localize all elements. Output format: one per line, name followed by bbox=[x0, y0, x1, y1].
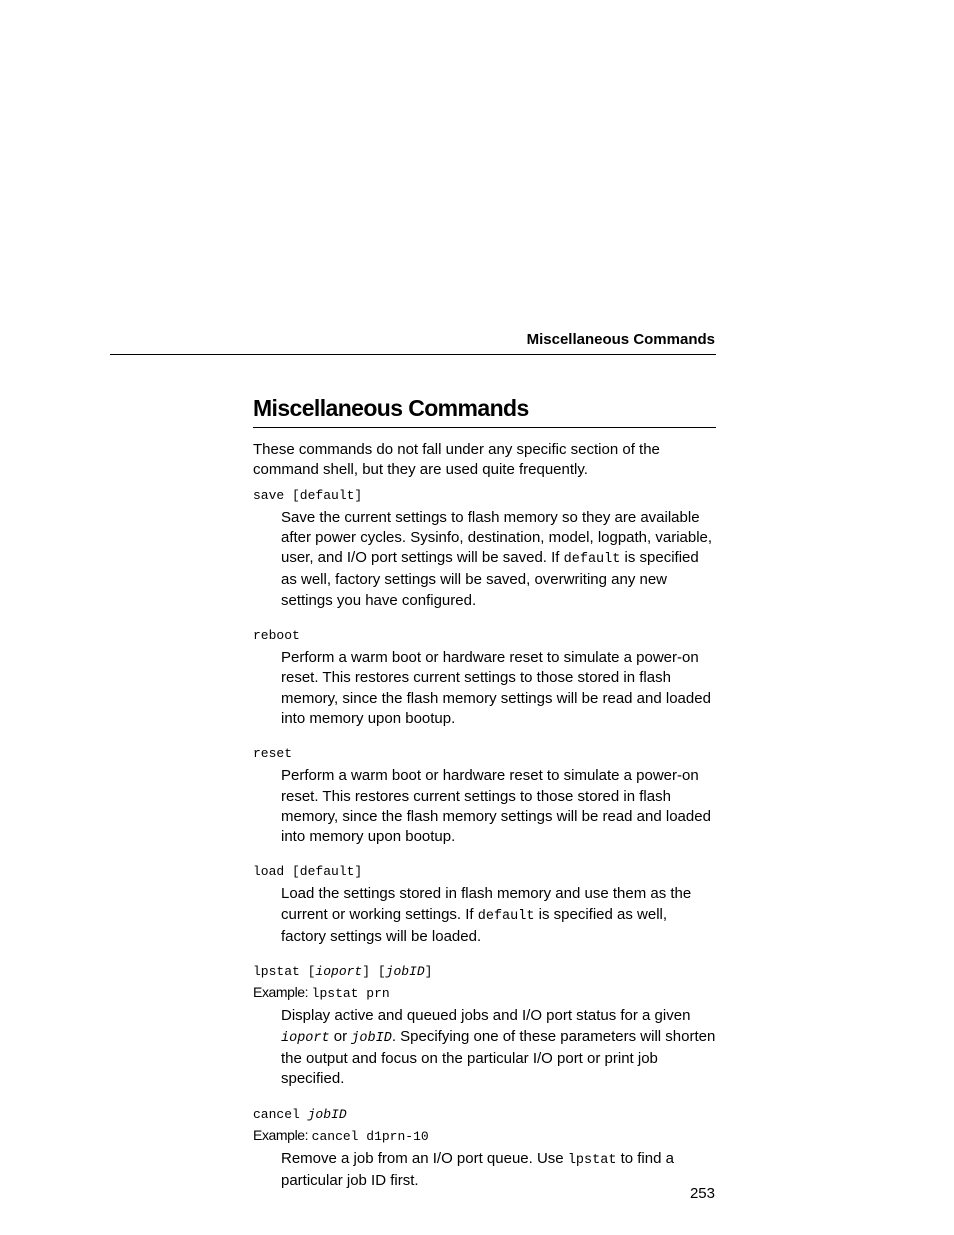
inline-code: ioport bbox=[281, 1030, 330, 1046]
inline-code: default bbox=[477, 908, 535, 924]
command-cancel-example bbox=[253, 1125, 716, 1147]
inline-code: jobID bbox=[351, 1030, 392, 1046]
page-content bbox=[253, 393, 716, 1206]
syntax-arg: jobID bbox=[385, 964, 425, 980]
desc-text: is specified as well, factory settings will be loaded. bbox=[281, 905, 668, 946]
command-reboot-description: Perform a warm boot or hardware reset to simulate a power-on reset. This restores current settings to those stored in flash memory, since the flash memory settings will be read and loaded into memory upon bootup. bbox=[281, 649, 711, 727]
inline-code: lpstat bbox=[567, 1152, 617, 1168]
syntax-text: ] [ bbox=[362, 964, 386, 980]
syntax-arg: jobID bbox=[307, 1106, 347, 1122]
command-reset-description: Perform a warm boot or hardware reset to simulate a power-on reset. This restores current settings to those stored in flash memory, since the flash memory settings will be read and loaded into memory upon bootup. bbox=[281, 767, 711, 846]
desc-text: is specified as well, factory settings will be saved, overwriting any new settings you have configured. bbox=[281, 549, 699, 609]
command-lpstat-syntax bbox=[253, 962, 716, 982]
command-lpstat-description bbox=[281, 1006, 716, 1089]
command-load-syntax: load [default] bbox=[253, 864, 363, 880]
syntax-text: lpstat [ bbox=[253, 964, 316, 980]
command-cancel-description bbox=[281, 1149, 716, 1192]
header-rule bbox=[110, 354, 716, 355]
syntax-text: cancel bbox=[253, 1106, 308, 1122]
desc-text: Display active and queued jobs and I/O port status for a given bbox=[281, 1007, 691, 1025]
command-load-description bbox=[281, 884, 716, 947]
inline-code: default bbox=[563, 552, 621, 568]
command-cancel-syntax bbox=[253, 1105, 716, 1125]
syntax-text: ] bbox=[424, 964, 433, 980]
desc-text: to find a particular job ID first. bbox=[281, 1149, 674, 1189]
command-reset-syntax: reset bbox=[253, 746, 293, 762]
command-lpstat-example bbox=[253, 982, 716, 1004]
desc-text: Remove a job from an I/O port queue. Use bbox=[281, 1149, 568, 1167]
command-save-description bbox=[281, 508, 716, 611]
desc-text: Save the current settings to flash memory so they are available after power cycles. Sysinfo, destination, model, logpath, variable, user, and I/O port settings will be saved. If bbox=[281, 508, 713, 567]
desc-text: . Specifying one of these parameters will shorten the output and focus on the particular I/O port or print job specified. bbox=[281, 1027, 716, 1088]
example-label: Example: bbox=[253, 984, 309, 1001]
page-number: 253 bbox=[689, 1185, 715, 1202]
desc-text: or bbox=[329, 1027, 352, 1045]
example-label: Example: bbox=[253, 1126, 309, 1143]
running-head: Miscellaneous Commands bbox=[526, 331, 715, 348]
command-reboot-syntax: reboot bbox=[253, 628, 300, 644]
syntax-arg: ioport bbox=[315, 964, 363, 980]
section-intro: These commands do not fall under any specific section of the command shell, but they are used quite frequently. bbox=[253, 441, 660, 479]
command-save-syntax: save [default] bbox=[253, 487, 363, 503]
example-code: lpstat prn bbox=[311, 986, 390, 1002]
example-code: cancel d1prn-10 bbox=[311, 1128, 429, 1144]
section-title: Miscellaneous Commands bbox=[253, 393, 716, 428]
desc-text: Load the settings stored in flash memory and use them as the current or working settings. If bbox=[281, 885, 692, 923]
